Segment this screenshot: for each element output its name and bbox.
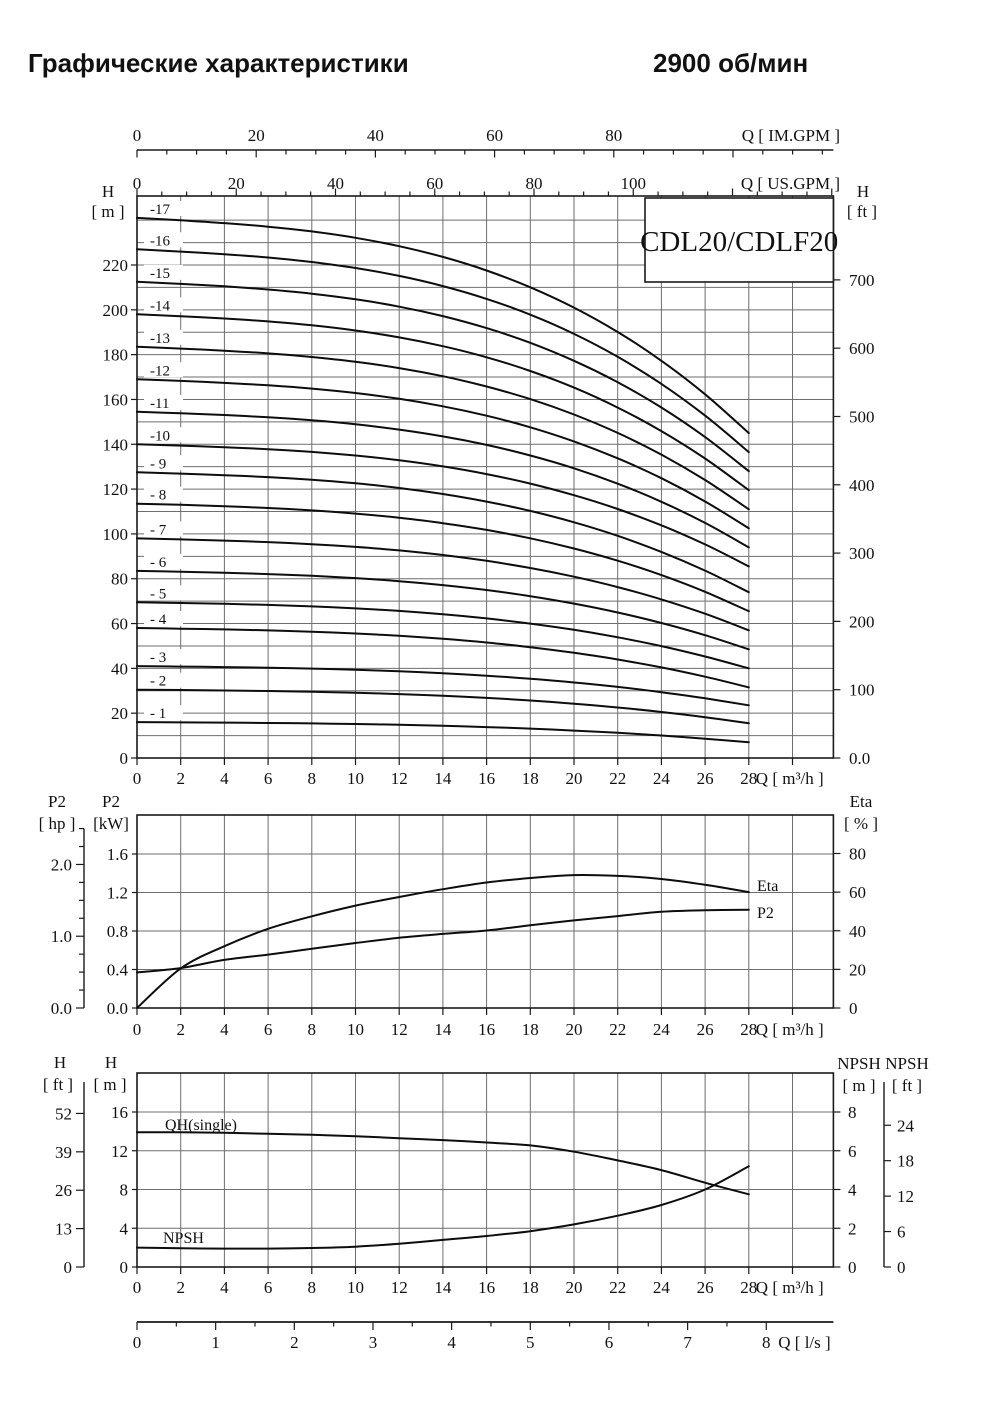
x-tick-label: 0 (132, 769, 142, 788)
eta-tick-label: 20 (849, 960, 866, 980)
x-tick-label: 6 (263, 1020, 273, 1039)
x-tick-label: 18 (521, 1020, 539, 1039)
m-tick-label: 4 (119, 1219, 128, 1239)
x-tick-label: 0 (132, 1020, 142, 1039)
y-tick-label: 180 (102, 345, 128, 365)
x-tick-label: 28 (740, 1278, 758, 1297)
x-tick-label: 10 (347, 1278, 364, 1297)
im-axis-unit: Q [ IM.GPM ] (741, 126, 840, 145)
ls-tick-label: 8 (762, 1333, 771, 1352)
x-tick-label: 24 (652, 769, 670, 788)
x-tick-label: 22 (609, 1278, 627, 1297)
im-tick-label: 0 (132, 126, 142, 145)
npsh-ft-tick-label: 0 (897, 1258, 906, 1277)
x-axis-unit: Q [ m³/h ] (755, 769, 824, 788)
axis-unit: [ hp ] (38, 814, 76, 833)
us-axis-unit: Q [ US.GPM ] (740, 174, 840, 193)
x-tick-label: 8 (307, 1278, 317, 1297)
stage-curve-label: -17 (150, 201, 170, 218)
y-tick-label: 300 (849, 544, 875, 564)
pump-model-label: CDL20/CDLF20 (640, 226, 839, 258)
x-tick-label: 12 (390, 1020, 408, 1039)
axis-unit: [ ft ] (846, 202, 878, 221)
y-tick-label: 140 (102, 435, 128, 455)
npsh-m-tick-label: 6 (848, 1141, 857, 1161)
stage-curve-label: - 2 (150, 673, 167, 690)
stage-curve-label: -12 (150, 363, 170, 380)
ft-tick-label: 0 (63, 1258, 72, 1277)
stage-curve-label: -11 (150, 395, 170, 412)
x-tick-label: 2 (176, 1278, 185, 1297)
y-tick-label: 400 (849, 475, 875, 495)
x-tick-label: 22 (609, 769, 627, 788)
x-tick-label: 2 (176, 769, 185, 788)
x-tick-label: 18 (521, 769, 539, 788)
npsh-m-axis (833, 1054, 880, 1277)
stage-curve-label: -15 (150, 265, 170, 282)
us-tick-label: 80 (525, 174, 543, 193)
stage-curve-label: -16 (150, 233, 170, 250)
us-tick-label: 20 (227, 174, 245, 193)
stage-curve-label: - 7 (150, 522, 167, 539)
flow-ls-axis (133, 1322, 834, 1352)
x-tick-label: 16 (478, 1278, 496, 1297)
hp-tick-label: 1.0 (50, 927, 72, 947)
y-tick-label: 600 (849, 339, 875, 359)
x-tick-label: 24 (652, 1278, 670, 1297)
y-tick-label: 120 (102, 480, 128, 500)
y-tick-label: 40 (111, 659, 128, 679)
axis-name: P2 (48, 792, 66, 811)
us-tick-label: 60 (426, 174, 444, 193)
im-gpm-axis (133, 126, 840, 158)
x-tick-label: 28 (740, 1020, 758, 1039)
x-tick-label: 10 (347, 769, 364, 788)
stage-curve-label: -10 (150, 428, 170, 445)
pump-model-box (640, 198, 838, 282)
npsh-ft-tick-label: 12 (897, 1187, 914, 1207)
stage-curve-label: -13 (150, 330, 170, 347)
y-tick-label: 20 (111, 704, 128, 724)
eta-axis (833, 792, 878, 1018)
npsh-m-tick-label: 8 (848, 1103, 857, 1122)
stage-curve-label: - 5 (150, 586, 167, 603)
axis-unit: [ m ] (842, 1076, 876, 1095)
power-efficiency-chart (39, 792, 878, 1039)
y-tick-label: 100 (102, 524, 128, 544)
x-tick-label: 18 (521, 1278, 539, 1297)
eta-tick-label: 60 (849, 883, 866, 903)
ft-tick-label: 52 (55, 1104, 72, 1124)
ft-tick-label: 26 (55, 1181, 72, 1201)
axis-name: NPSH (885, 1054, 929, 1073)
ft-tick-label: 39 (55, 1142, 72, 1162)
plot-frame (137, 815, 833, 1008)
eta-tick-label: 80 (849, 844, 866, 864)
ls-tick-label: 5 (526, 1333, 535, 1352)
x-tick-label: 6 (263, 1278, 273, 1297)
axis-unit: [ ft ] (891, 1076, 923, 1095)
gridlines (137, 1112, 833, 1228)
x-axis-ticks (133, 1267, 824, 1297)
page-title: Графические характеристики (28, 48, 409, 78)
stage-curve-label: - 9 (150, 456, 167, 473)
ls-tick-label: 0 (132, 1333, 142, 1352)
im-tick-label: 40 (366, 126, 384, 145)
y-tick-label: 500 (849, 407, 875, 427)
axis-unit: [ m ] (93, 1075, 127, 1094)
ls-tick-label: 3 (368, 1333, 378, 1352)
axis-name: H (856, 182, 870, 201)
gridlines (137, 854, 833, 970)
y-tick-label: 200 (102, 300, 128, 320)
m-tick-label: 0 (119, 1258, 128, 1277)
y-tick-label: 100 (849, 680, 875, 700)
x-axis-unit: Q [ m³/h ] (755, 1020, 824, 1039)
eta-tick-label: 40 (849, 921, 866, 941)
x-tick-label: 22 (609, 1020, 627, 1039)
hp-tick-label: 2.0 (50, 855, 72, 875)
axis-name: H (53, 1053, 67, 1072)
rpm-label: 2900 об/мин (653, 48, 809, 78)
kw-tick-label: 0.8 (106, 922, 128, 941)
single-stage-npsh-chart (43, 1053, 929, 1297)
x-tick-label: 14 (434, 1278, 452, 1297)
kw-tick-label: 0.4 (106, 960, 128, 980)
stage-curve-label: - 6 (150, 554, 167, 571)
stage-curve-label: - 3 (150, 650, 167, 667)
x-tick-label: 4 (220, 1278, 229, 1297)
qh-single-curve-label: QH(single) (165, 1117, 237, 1134)
x-tick-label: 12 (390, 1278, 408, 1297)
h-ft-axis (43, 1053, 84, 1277)
x-tick-label: 28 (740, 769, 758, 788)
x-tick-label: 20 (565, 1020, 583, 1039)
x-tick-label: 10 (347, 1020, 364, 1039)
npsh-ft-tick-label: 18 (897, 1151, 914, 1171)
x-tick-label: 14 (434, 769, 452, 788)
kw-tick-label: 1.2 (106, 883, 128, 903)
axis-unit: [kW] (93, 814, 129, 833)
plot-frame (137, 1073, 833, 1267)
npsh-m-tick-label: 4 (848, 1180, 857, 1200)
us-tick-label: 100 (620, 174, 647, 193)
us-gpm-axis (133, 174, 840, 196)
stage-curve-label: - 8 (150, 487, 167, 504)
ls-tick-label: 7 (683, 1333, 692, 1352)
ls-tick-label: 2 (290, 1333, 299, 1352)
x-axis-ticks (133, 1008, 824, 1039)
stage-curve-labels (144, 201, 183, 722)
axis-unit: [ m ] (91, 202, 125, 221)
x-tick-label: 24 (652, 1020, 670, 1039)
x-tick-label: 26 (696, 1278, 714, 1297)
im-tick-label: 20 (247, 126, 265, 145)
ft-tick-label: 13 (55, 1219, 72, 1239)
im-tick-label: 60 (486, 126, 504, 145)
us-tick-label: 0 (132, 174, 142, 193)
stage-curve-label: -14 (150, 298, 170, 315)
x-axis-unit: Q [ m³/h ] (755, 1278, 824, 1297)
x-tick-label: 6 (263, 769, 273, 788)
im-tick-label: 80 (605, 126, 623, 145)
h-m-axis (91, 182, 137, 768)
gridlines (181, 1073, 793, 1267)
x-tick-label: 26 (696, 769, 714, 788)
npsh-ft-tick-label: 6 (897, 1222, 906, 1242)
x-tick-label: 2 (176, 1020, 185, 1039)
y-tick-label: 60 (111, 614, 128, 634)
x-tick-label: 26 (696, 1020, 714, 1039)
x-tick-label: 16 (478, 769, 496, 788)
h-m-axis (93, 1053, 137, 1277)
x-tick-label: 16 (478, 1020, 496, 1039)
kw-tick-label: 0.0 (106, 999, 128, 1018)
head-capacity-chart (91, 126, 877, 788)
us-tick-label: 40 (327, 174, 345, 193)
x-axis-ticks (133, 758, 824, 788)
x-tick-label: 4 (220, 769, 229, 788)
x-tick-label: 12 (390, 769, 408, 788)
m-tick-label: 12 (111, 1141, 128, 1161)
x-tick-label: 4 (220, 1020, 229, 1039)
eta-tick-label: 0 (849, 999, 858, 1018)
hp-tick-label: 0.0 (50, 999, 72, 1018)
axis-name: P2 (102, 792, 120, 811)
axis-name: H (101, 182, 115, 201)
axis-name: NPSH (837, 1054, 881, 1073)
npsh-m-tick-label: 0 (848, 1258, 857, 1277)
x-tick-label: 20 (565, 769, 583, 788)
kw-tick-label: 1.6 (106, 845, 128, 864)
y-tick-label: 0.0 (849, 749, 871, 768)
y-tick-label: 200 (849, 612, 875, 632)
m-tick-label: 8 (119, 1180, 128, 1200)
stage-curve-label: - 1 (150, 706, 167, 723)
y-tick-label: 220 (102, 256, 128, 276)
x-tick-label: 8 (307, 769, 317, 788)
gridlines (181, 815, 793, 1008)
y-tick-label: 700 (849, 270, 875, 290)
npsh-ft-axis (884, 1054, 929, 1277)
axis-name: Eta (849, 792, 873, 811)
ls-tick-label: 1 (211, 1333, 220, 1352)
npsh-curve-label: NPSH (163, 1230, 204, 1247)
ls-tick-label: 4 (447, 1333, 456, 1352)
axis-name: H (104, 1053, 118, 1072)
x-tick-label: 14 (434, 1020, 452, 1039)
x-tick-label: 8 (307, 1020, 317, 1039)
x-tick-label: 0 (132, 1278, 142, 1297)
m-tick-label: 16 (111, 1103, 128, 1122)
axis-unit: [ ft ] (42, 1075, 74, 1094)
x-tick-label: 20 (565, 1278, 583, 1297)
ls-axis-unit: Q [ l/s ] (778, 1333, 831, 1352)
axis-unit: [ % ] (844, 814, 878, 833)
p2-curve-label: P2 (757, 905, 774, 922)
npsh-m-tick-label: 2 (848, 1219, 857, 1239)
p2-hp-axis (39, 792, 84, 1018)
ls-tick-label: 6 (604, 1333, 614, 1352)
y-tick-label: 160 (102, 390, 128, 410)
y-tick-label: 80 (111, 569, 128, 589)
h-ft-axis (833, 182, 877, 768)
eta-curve-label: Eta (757, 878, 779, 895)
stage-curve-label: - 4 (150, 612, 167, 629)
npsh-ft-tick-label: 24 (897, 1116, 914, 1136)
p2-kw-axis (93, 792, 137, 1018)
y-tick-label: 0 (119, 749, 128, 768)
